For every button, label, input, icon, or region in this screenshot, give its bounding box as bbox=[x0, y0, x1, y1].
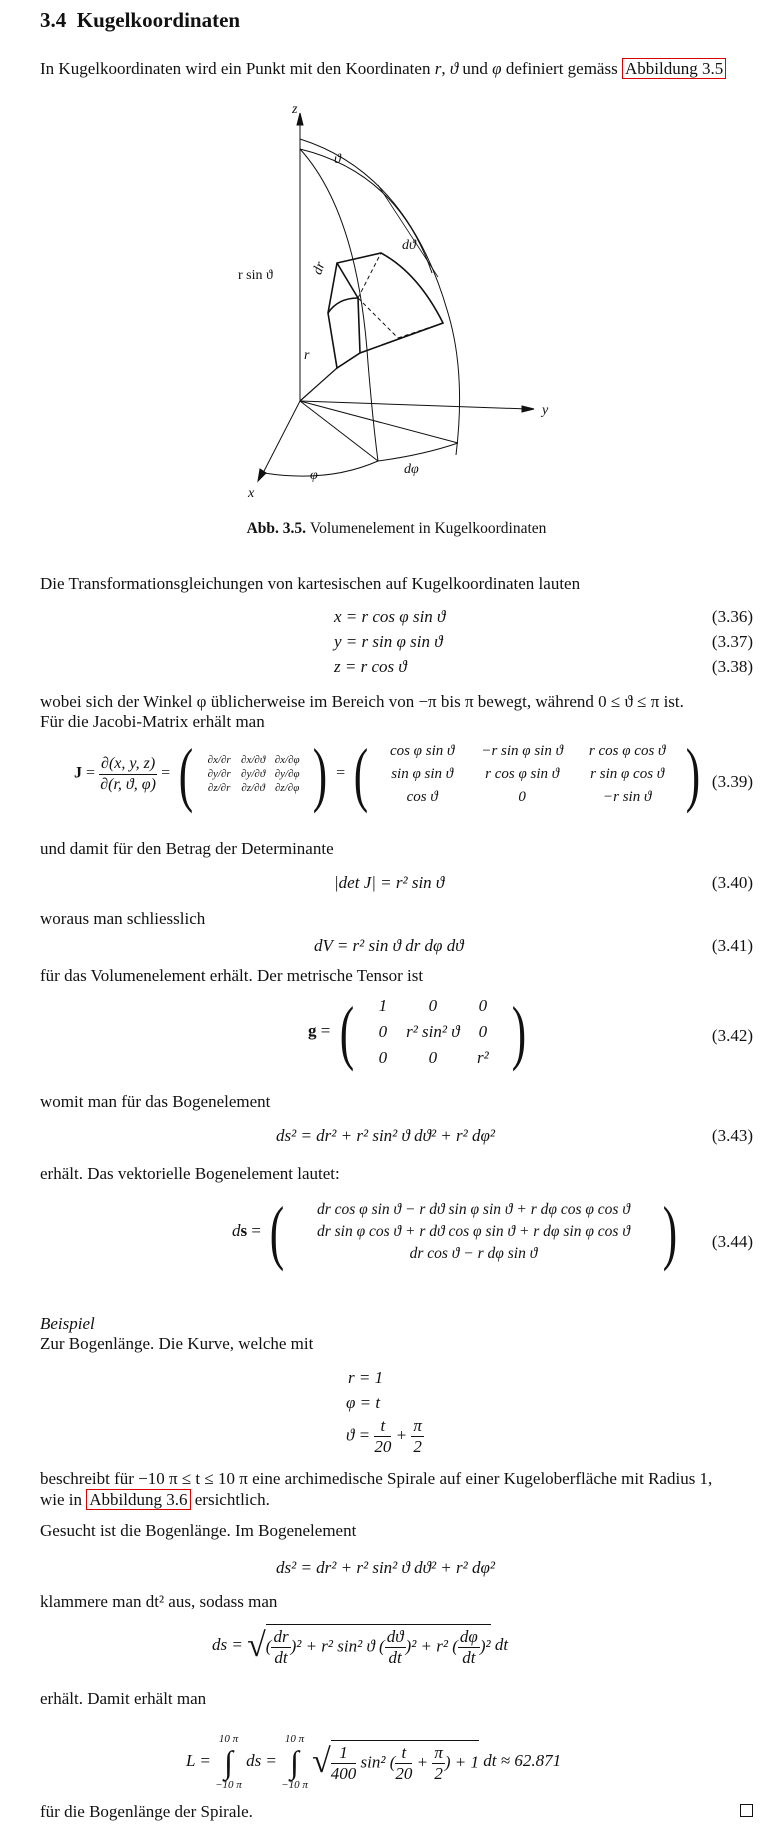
spherical-volume-element-figure bbox=[238, 103, 568, 503]
text: ersichtlich. bbox=[190, 1490, 270, 1509]
equation-3-37 bbox=[40, 632, 753, 656]
equation-number: (3.42) bbox=[711, 1026, 753, 1045]
equation-body: φ = t bbox=[346, 1393, 381, 1412]
paragraph: erhält. Das vektorielle Bogenelement lautet: bbox=[40, 1164, 340, 1183]
equation-body: ds² = dr² + r² sin² ϑ dϑ² + r² dφ² bbox=[276, 1126, 495, 1145]
paragraph: für das Volumenelement erhält. Der metrische Tensor ist bbox=[40, 966, 424, 985]
paragraph: womit man für das Bogenelement bbox=[40, 1092, 271, 1111]
qed-square-icon bbox=[740, 1804, 753, 1817]
equation-3-40 bbox=[40, 873, 753, 897]
paragraph: erhält. Damit erhält man bbox=[40, 1689, 207, 1708]
paragraph: klammere man dt² aus, sodass man bbox=[40, 1592, 278, 1611]
figure-link[interactable]: Abbildung 3.5 bbox=[622, 58, 726, 79]
equation-body: |det J| = r² sin ϑ bbox=[334, 873, 445, 892]
z-arrow bbox=[297, 113, 303, 125]
equation-3-42 bbox=[40, 992, 753, 1076]
r-label: r bbox=[304, 348, 310, 363]
equation-number: (3.37) bbox=[711, 632, 753, 651]
equation-number: (3.40) bbox=[711, 873, 753, 892]
paragraph bbox=[40, 1489, 270, 1511]
x-label: x bbox=[248, 486, 255, 501]
equation-number: (3.36) bbox=[711, 607, 753, 626]
equation-number: (3.41) bbox=[711, 936, 753, 955]
x-axis bbox=[262, 401, 300, 475]
equation-number: (3.44) bbox=[711, 1232, 753, 1251]
phi-arc bbox=[264, 461, 378, 476]
equation-body: x = r cos φ sin ϑ bbox=[334, 607, 446, 626]
row: dr cos ϑ − r dφ sin ϑ bbox=[409, 1245, 538, 1262]
paragraph: beschreibt für −10 π ≤ t ≤ 10 π eine archimedische Spirale auf einer Kugeloberfläche mit Radius 1, bbox=[40, 1469, 713, 1488]
equation-number: (3.38) bbox=[711, 657, 753, 676]
z-label: z bbox=[292, 103, 298, 117]
row: dr cos φ sin ϑ − r dϑ sin φ sin ϑ + r dφ cos φ cos ϑ bbox=[316, 1201, 630, 1218]
theta-label: ϑ bbox=[334, 152, 341, 167]
length-eq: L = 10 π ∫ −10 π ds = 10 π ∫ −10 π √ $\frac{1}{400}$ sin² ( $\frac{t}{20}$ + $\frac{\pi}{2}$ ) + 1 dt ≈ 62.871 bbox=[186, 1733, 562, 1791]
equation-body: ds² = dr² + r² sin² ϑ dϑ² + r² dφ² bbox=[276, 1558, 495, 1577]
y-label: y bbox=[542, 403, 549, 418]
result-value: ≈ 62.871 bbox=[500, 1750, 562, 1770]
dphi-label: dφ bbox=[404, 462, 419, 477]
equation-number: (3.39) bbox=[711, 772, 753, 791]
ds-eq: ds = √( $\frac{dr}{dt}$ )² + r² sin² ϑ ( $\frac{dϑ}{dt}$ )² + r² ( $\frac{d\varphi}{dt}$ )² dt bbox=[40, 1618, 753, 1674]
paragraph: woraus man schliesslich bbox=[40, 909, 206, 928]
caption-text: Volumenelement in Kugelkoordinaten bbox=[309, 520, 547, 537]
section-title: Kugelkoordinaten bbox=[76, 8, 241, 32]
equation-body: y = r sin φ sin ϑ bbox=[334, 632, 443, 651]
phi-label: φ bbox=[310, 468, 318, 483]
equation-3-39 bbox=[40, 734, 753, 828]
paragraph: Zur Bogenlänge. Die Kurve, welche mit bbox=[40, 1334, 314, 1353]
equation-3-43 bbox=[40, 1126, 753, 1150]
section-number: 3.4 bbox=[40, 8, 67, 32]
equation-3-36 bbox=[40, 607, 753, 631]
dphi-arc bbox=[378, 443, 458, 461]
y-arrow bbox=[522, 406, 534, 412]
intro-paragraph: In Kugelkoordinaten wird ein Punkt mit den Koordinaten r, ϑ und φ definiert gemäss Abbildung 3.5 bbox=[40, 58, 726, 80]
text: wie in bbox=[40, 1490, 87, 1509]
equation-body: r = 1 bbox=[348, 1368, 384, 1387]
jacobi-matrix: J = $\frac{\partial(x, y, z)}{\partial(r, ϑ, \varphi)}$ = ( ∂x/∂r ∂x/∂ϑ ∂x/∂φ ∂y/∂r ∂y/∂ϑ ∂y/∂φ ∂z/∂r ∂z/∂ϑ ∂z/∂φ ) = ( cos φ sin ϑ −r sin φ sin ϑ r cos φ cos ϑ sin φ sin ϑ r cos φ sin ϑ r sin φ cos ϑ cos ϑ 0 −r sin ϑ ) bbox=[74, 734, 701, 814]
caption-label: Abb. 3.5. bbox=[246, 520, 307, 537]
equation-body: dV = r² sin ϑ dr dφ dϑ bbox=[314, 936, 464, 955]
dtheta-label: dϑ bbox=[402, 238, 416, 253]
volume-element bbox=[328, 253, 443, 368]
metric-tensor: g = ( 1 0 0 0 r² sin² ϑ 0 0 0 r² ) bbox=[308, 992, 527, 1072]
section-heading bbox=[40, 8, 240, 33]
dr-label: dr bbox=[310, 259, 329, 277]
equation-3-38 bbox=[40, 657, 753, 681]
equation-number: (3.43) bbox=[711, 1126, 753, 1145]
paragraph: Für die Jacobi-Matrix erhält man bbox=[40, 712, 265, 731]
row: dr sin φ cos ϑ + r dϑ cos φ sin ϑ + r dφ sin φ cos ϑ bbox=[316, 1223, 630, 1240]
paragraph: für die Bogenlänge der Spirale. bbox=[40, 1802, 253, 1821]
y-axis bbox=[300, 401, 528, 409]
paragraph: Die Transformationsgleichungen von kartesischen auf Kugelkoordinaten lauten bbox=[40, 574, 581, 593]
vector-arc-element: ds = ( dr cos φ sin ϑ − r dϑ sin φ sin ϑ + r dφ cos φ cos ϑ dr sin φ cos ϑ + r dϑ cos φ sin ϑ + r dφ sin φ cos ϑ dr cos ϑ − r dφ sin ϑ ) bbox=[232, 1192, 677, 1272]
equation-body: z = r cos ϑ bbox=[334, 657, 407, 676]
figure-link[interactable]: Abbildung 3.6 bbox=[86, 1489, 190, 1510]
spiral-eq-phi bbox=[40, 1393, 753, 1417]
paragraph: und damit für den Betrag der Determinante bbox=[40, 839, 334, 858]
arc-element-eq bbox=[40, 1558, 753, 1582]
inner-arc bbox=[300, 149, 432, 273]
paragraph: Gesucht ist die Bogenlänge. Im Bogenelement bbox=[40, 1521, 357, 1540]
paragraph: wobei sich der Winkel φ üblicherweise im Bereich von −π bis π bewegt, während 0 ≤ ϑ ≤ π ist. bbox=[40, 692, 684, 711]
equation-3-41 bbox=[40, 936, 753, 960]
rsin-label: r sin ϑ bbox=[238, 268, 273, 283]
equation-3-44 bbox=[40, 1192, 753, 1286]
intro-text: In Kugelkoordinaten wird ein Punkt mit den Koordinaten bbox=[40, 59, 435, 78]
example-heading: Beispiel bbox=[40, 1314, 95, 1333]
intro-text-2: definiert gemäss bbox=[501, 59, 622, 78]
spiral-eq-theta: ϑ = $\frac{t}{20}$ + $\frac{\pi}{2}$ bbox=[346, 1416, 422, 1456]
figure-caption bbox=[40, 520, 753, 538]
spiral-eq-r bbox=[40, 1368, 753, 1392]
